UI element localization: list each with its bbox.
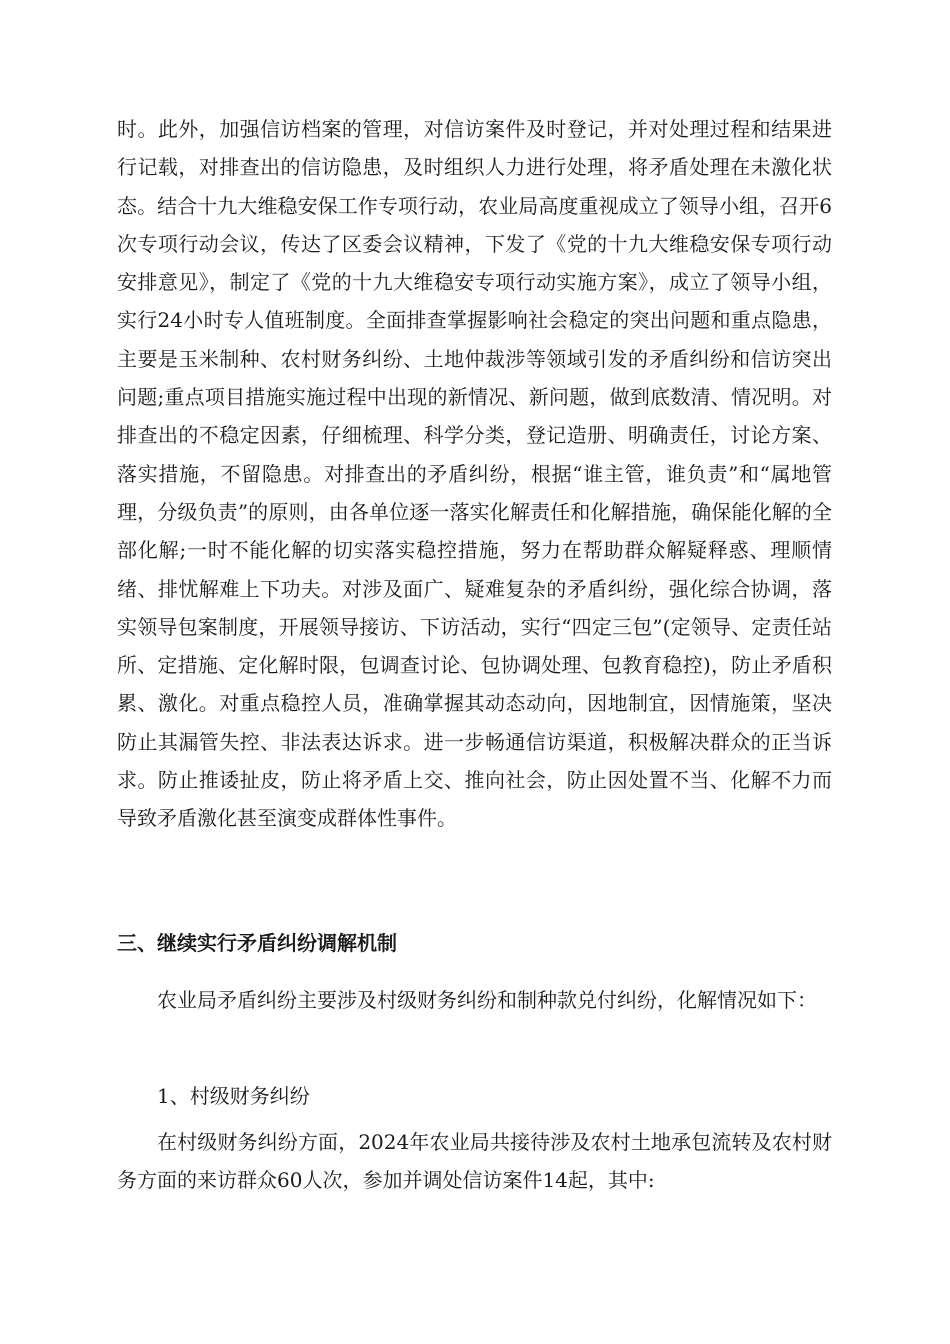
section-heading-3: 三、继续实行矛盾纠纷调解机制 <box>117 931 397 955</box>
body-paragraph-1: 时。此外，加强信访档案的管理，对信访案件及时登记，并对处理过程和结果进行记载，对排查出的信访隐患，及时组织人力进行处理，将矛盾处理在未激化状态。结合十九大维稳安保工作专项行动，农业局高度重视成立了领导小组，召开6次专项行动会议，传达了区委会议精神，下发了《党的十九大维稳安保专项行动安排意见》，制定了《党的十九大维稳安专项行动实施方案》，成立了领导小组，实行24小时专人值班制度。全面排查掌握影响社会稳定的突出问题和重点隐患，主要是玉米制种、农村财务纠纷、土地仲裁涉等领域引发的矛盾纠纷和信访突出问题;重点项目措施实施过程中出现的新情况、新问题，做到底数清、情况明。对排查出的不稳定因素，仔细梳理、科学分类，登记造册、明确责任，讨论方案、落实措施，不留隐患。对排查出的矛盾纠纷，根据“谁主管，谁负责”和“属地管理，分级负责”的原则，由各单位逐一落实化解责任和化解措施，确保能化解的全部化解;一时不能化解的切实落实稳控措施，努力在帮助群众解疑释惑、理顺情绪、排忧解难上下功夫。对涉及面广、疑难复杂的矛盾纠纷，强化综合协调，落实领导包案制度，开展领导接访、下访活动，实行“四定三包”(定领导、定责任站所、定措施、定化解时限，包调查讨论、包协调处理、包教育稳控)，防止矛盾积累、激化。对重点稳控人员，准确掌握其动态动向，因地制宜，因情施策，坚决防止其漏管失控、非法表达诉求。进一步畅通信访渠道，积极解决群众的正当诉求。防止推诿扯皮，防止将矛盾上交、推向社会，防止因处置不当、化解不力而导致矛盾激化甚至演变成群体性事件。 <box>117 117 832 831</box>
subheading-village-finance: 1、村级财务纠纷 <box>157 1084 310 1108</box>
body-paragraph-2: 农业局矛盾纠纷主要涉及村级财务纠纷和制种款兑付纠纷，化解情况如下： <box>157 988 817 1012</box>
body-paragraph-3: 在村级财务纠纷方面，2024年农业局共接待涉及农村土地承包流转及农村财务方面的来访群众60人次，参加并调处信访案件14起，其中: <box>117 1130 832 1193</box>
